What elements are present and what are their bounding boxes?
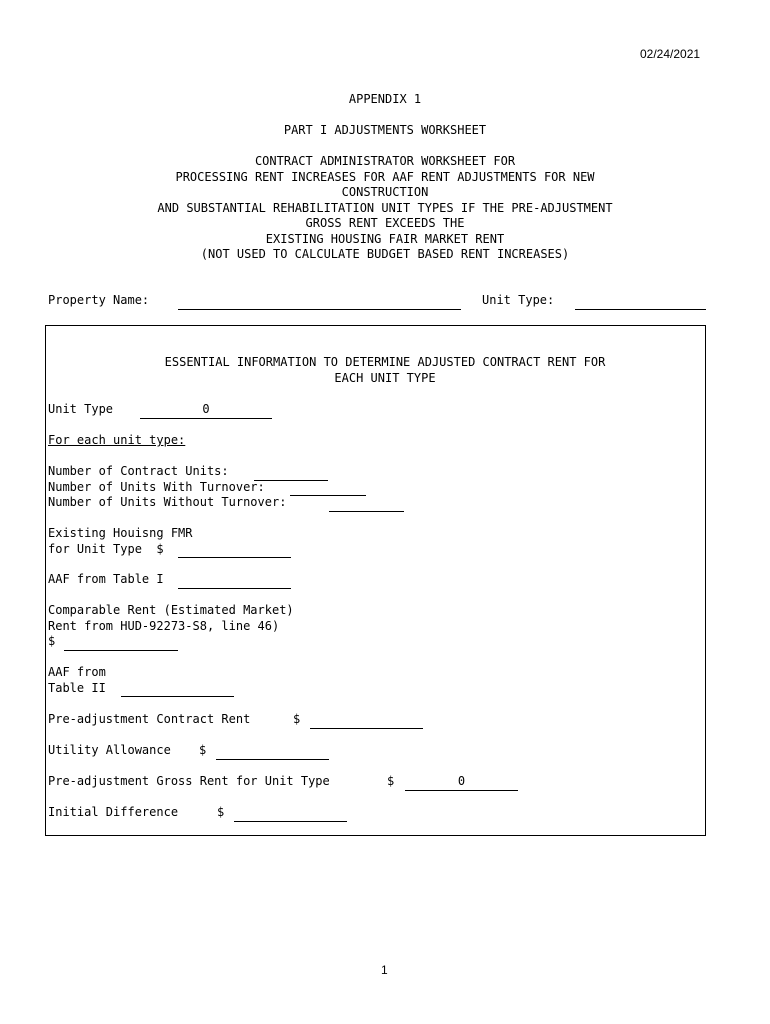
contract-units-field[interactable] — [254, 480, 328, 481]
unit-type-field-top[interactable] — [575, 309, 706, 310]
fmr-label-line-2: for Unit Type $ — [48, 541, 164, 556]
pre-contract-rent-dollar: $ — [293, 712, 301, 726]
aaf-table2-label-line-2: Table II — [48, 680, 106, 695]
date: 02/24/2021 — [640, 47, 701, 61]
box-title-line-1: ESSENTIAL INFORMATION TO DETERMINE ADJUSTED CONTRACT RENT FOR — [164, 355, 606, 369]
aaf-table1-label: AAF from Table I — [48, 572, 164, 586]
pre-gross-rent-value: 0 — [457, 774, 466, 788]
property-name-field[interactable] — [178, 309, 461, 310]
heading-line-1: CONTRACT ADMINISTRATOR WORKSHEET FOR — [254, 154, 516, 168]
page-number: 1 — [381, 963, 388, 977]
contract-units-label: Number of Contract Units: — [48, 464, 229, 478]
appendix-title: APPENDIX 1 — [348, 92, 422, 106]
aaf-table2-label-line-1: AAF from — [48, 665, 106, 679]
utility-allowance-field[interactable] — [216, 759, 329, 760]
units-with-turnover-label: Number of Units With Turnover: — [48, 479, 265, 494]
property-name-label: Property Name: — [48, 293, 150, 307]
pre-contract-rent-label: Pre-adjustment Contract Rent — [48, 712, 251, 726]
unit-type-label-top: Unit Type: — [482, 293, 555, 307]
unit-type-value: 0 — [202, 402, 210, 416]
utility-allowance-dollar: $ — [199, 743, 207, 757]
pre-gross-rent-dollar: $ — [387, 774, 395, 788]
aaf-table2-field[interactable] — [121, 696, 234, 697]
heading-line-3: CONSTRUCTION — [341, 185, 429, 199]
initial-difference-label: Initial Difference — [48, 805, 179, 819]
part-title: PART I ADJUSTMENTS WORKSHEET — [283, 123, 487, 137]
comparable-rent-field[interactable] — [64, 650, 178, 651]
aaf-table1-field[interactable] — [178, 588, 291, 589]
heading-line-2: PROCESSING RENT INCREASES FOR AAF RENT ADJUSTMENTS FOR NEW — [175, 169, 595, 184]
heading-line-6: EXISTING HOUSING FAIR MARKET RENT — [265, 231, 505, 246]
unit-type-field[interactable] — [140, 418, 272, 419]
units-without-turnover-label: Number of Units Without Turnover: — [48, 495, 287, 509]
pre-contract-rent-field[interactable] — [310, 728, 423, 729]
pre-gross-rent-label: Pre-adjustment Gross Rent for Unit Type — [48, 774, 330, 788]
unit-type-label: Unit Type — [48, 402, 114, 416]
utility-allowance-label: Utility Allowance — [48, 743, 171, 757]
heading-line-5: GROSS RENT EXCEEDS THE — [305, 216, 465, 230]
for-each-unit-type-label: For each unit type: — [48, 433, 186, 447]
initial-difference-field[interactable] — [234, 821, 347, 822]
heading-line-4: AND SUBSTANTIAL REHABILITATION UNIT TYPES IF THE PRE-ADJUSTMENT — [157, 200, 613, 215]
heading-line-7: (NOT USED TO CALCULATE BUDGET BASED RENT INCREASES) — [200, 247, 570, 261]
fmr-label-line-1: Existing Houisng FMR — [48, 526, 193, 540]
units-with-turnover-field[interactable] — [290, 495, 366, 496]
units-without-turnover-field[interactable] — [329, 511, 404, 512]
comparable-rent-dollar: $ — [48, 634, 56, 648]
fmr-field[interactable] — [178, 557, 291, 558]
comparable-rent-line-1: Comparable Rent (Estimated Market) — [48, 603, 294, 617]
initial-difference-dollar: $ — [217, 805, 225, 819]
comparable-rent-line-2: Rent from HUD-92273-S8, line 46) — [48, 618, 280, 633]
pre-gross-rent-field[interactable] — [405, 790, 518, 791]
box-title-line-2: EACH UNIT TYPE — [334, 370, 436, 385]
